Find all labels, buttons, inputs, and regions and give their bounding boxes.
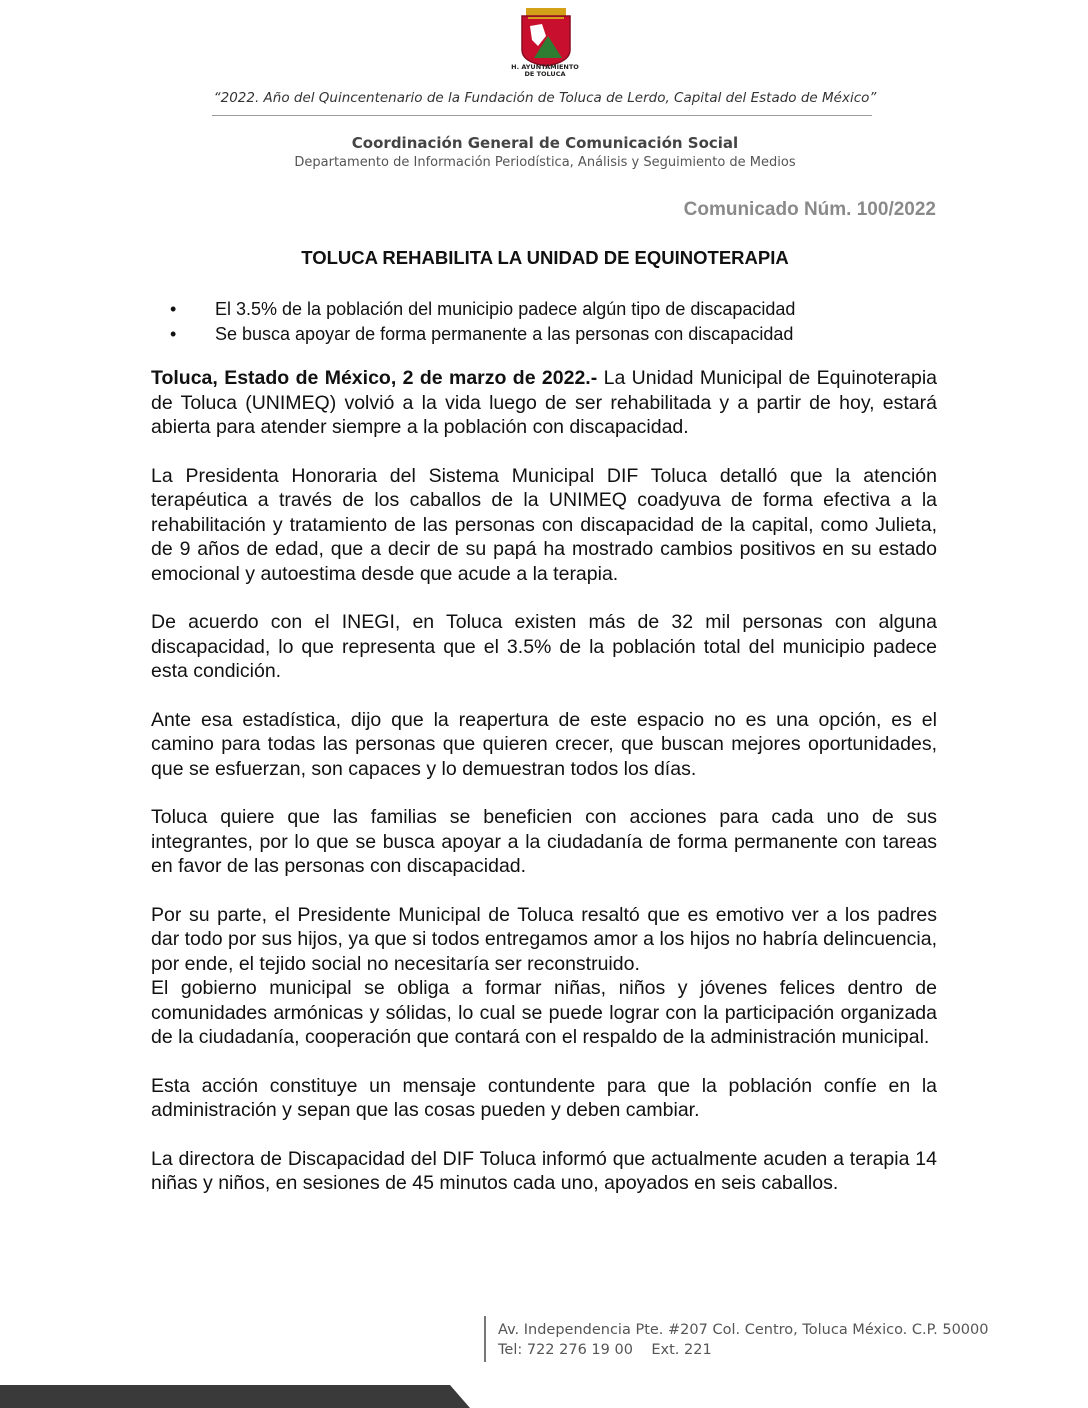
logo-caption-line2: DE TOLUCA [524,70,566,78]
paragraph: El gobierno municipal se obliga a formar niñas, niños y jóvenes felices dentro de comunidades armónicas y sólidas, lo cual se puede lograr con la participación organizada de la ciudadanía, cooperación que contará con el respaldo de la administración municipal. [151,977,937,1048]
footer-divider [484,1316,486,1362]
paragraph: Esta acción constituye un mensaje contundente para que la población confíe en la administración y sepan que las cosas pueden y deben cambiar. [151,1074,937,1121]
paragraph: Por su parte, el Presidente Municipal de Toluca resaltó que es emotivo ver a los padres dar todo por sus hijos, ya que si todos entregamos amor a los hijos no habría delincuencia, por ende, el tejido social no necesitaría ser reconstruido. [151,903,937,975]
paragraph: La directora de Discapacidad del DIF Toluca informó que actualmente acuden a terapia 14 niñas y niños, en sesiones de 45 minutos cada uno, apoyados en seis caballos. [151,1147,937,1194]
paragraph-text: La Unidad Municipal de Equinoterapia de Toluca (UNIMEQ) volvió a la vida luego de ser rehabilitada y a partir de hoy, estará abierta para atender siempre a la población con discapacidad. [151,367,937,438]
summary-bullets [170,297,930,347]
department-title: Coordinación General de Comunicación Social [351,134,739,152]
list-item [170,297,930,322]
list-item [170,322,930,347]
department-subtitle: Departamento de Información Periodística, Análisis y Seguimiento de Medios [294,155,796,170]
footer-phone: Tel: 722 276 19 00 Ext. 221 [498,1342,712,1358]
footer-band [0,1385,1088,1408]
paragraph [151,366,937,440]
bullet-icon: • [170,299,177,319]
footer-contact [498,1320,988,1360]
paragraph: Ante esa estadística, dijo que la reapertura de este espacio no es una opción, es el camino para todas las personas que quieren crecer, que buscan mejores oportunidades, que se esfuerzan, son capaces y lo demuestran todos los días. [151,708,937,780]
year-motto: “2022. Año del Quincentenario de la Fundación de Toluca de Lerdo, Capital del Estado de México” [213,90,877,106]
logo-caption-line1: H. AYUNTAMIENTO [511,63,579,71]
paragraph: La Presidenta Honoraria del Sistema Municipal DIF Toluca detalló que la atención terapéutica a través de los caballos de la UNIMEQ coadyuva de forma efectiva a la rehabilitación y tratamiento de las personas con discapacidad de la capital, como Julieta, de 9 años de edad, que a decir de su papá ha mostrado cambios positivos en su estado emocional y autoestima desde que acude a la terapia. [151,464,937,585]
bullet-icon: • [170,324,177,344]
dateline: Toluca, Estado de México, 2 de marzo de 2022.- [151,367,598,389]
logo-caption [480,64,610,78]
paragraph: De acuerdo con el INEGI, en Toluca existen más de 32 mil personas con alguna discapacidad, lo que representa que el 3.5% de la población total del municipio padece esta condición. [151,611,937,682]
headline: TOLUCA REHABILITA LA UNIDAD DE EQUINOTERAPIA [301,247,789,268]
header-divider [212,115,872,116]
document-number: Comunicado Núm. 100/2022 [683,199,936,220]
footer-address: Av. Independencia Pte. #207 Col. Centro, Toluca México. C.P. 50000 [498,1322,989,1338]
paragraph: Toluca quiere que las familias se beneficien con acciones para cada uno de sus integrantes, por lo que se busca apoyar a la ciudadanía de forma permanente con tareas en favor de las personas con discapacidad. [151,806,937,877]
bullet-text: Se busca apoyar de forma permanente a las personas con discapacidad [215,324,794,344]
article-body [151,366,937,1220]
bullet-text: El 3.5% de la población del municipio padece algún tipo de discapacidad [215,299,796,319]
